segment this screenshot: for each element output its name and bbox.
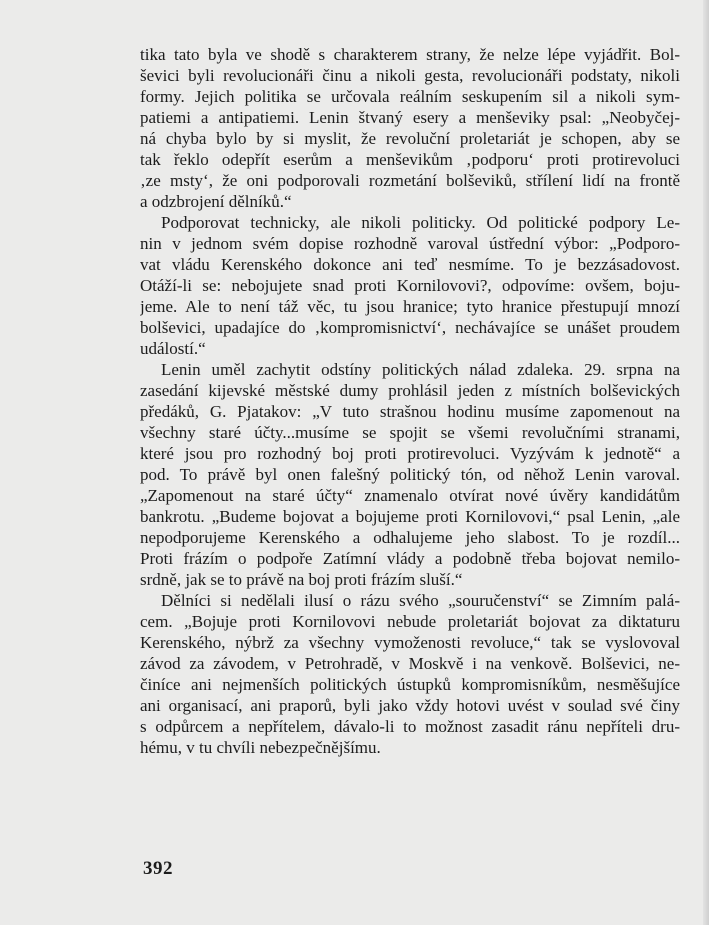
text-line: předáků, G. Pjatakov: „V tuto strašnou hodinu musíme zapomenout na <box>140 402 680 421</box>
text-line: vat vládu Kerenského dokonce ani teď nesmíme. To je bezzásadovost. <box>140 255 680 274</box>
text-line: činíce ani nejmenších politických ústupků kompromisníkům, nesměšujíce <box>140 675 680 694</box>
text-line: patiemi a antipatiemi. Lenin štvaný esery a menševiky psal: „Neobyčej- <box>140 108 680 127</box>
text-line: závod za závodem, v Petrohradě, v Moskvě i na venkově. Bolševici, ne- <box>140 654 680 673</box>
text-line: bolševici, upadajíce do ‚kompromisnictví‘, nechávajíce se unášet proudem <box>140 318 680 337</box>
page-body-text <box>140 44 680 758</box>
text-line: a odzbrojení dělníků.“ <box>140 192 292 211</box>
text-line: Lenin uměl zachytit odstíny politických nálad zdaleka. 29. srpna na <box>161 360 680 379</box>
text-line: tak řeklo odepřít eserům a menševikům ‚podporu‘ proti protirevoluci <box>140 150 680 169</box>
text-line: jeme. Ale to není táž věc, tu jsou hranice; tyto hranice přestupují mnozí <box>140 297 680 316</box>
text-line: které jsou pro rozhodný boj proti protirevoluci. Vyzývám k jednotě“ a <box>140 444 680 463</box>
text-line: Podporovat technicky, ale nikoli politicky. Od politické podpory Le- <box>161 213 680 232</box>
text-line: pod. To právě byl onen falešný politický tón, od něhož Lenin varoval. <box>140 465 680 484</box>
page-number: 392 <box>143 858 173 879</box>
page-edge-shadow <box>703 0 709 925</box>
text-line: událostí.“ <box>140 339 206 358</box>
text-line: „Zapomenout na staré účty“ znamenalo otvírat nové úvěry kandidátům <box>140 486 680 505</box>
text-line: hému, v tu chvíli nebezpečnějšímu. <box>140 738 381 757</box>
text-line: formy. Jejich politika se určovala reálním seskupením sil a nikoli sym- <box>140 87 680 106</box>
text-line: Proti frázím o podpoře Zatímní vlády a podobně třeba bojovat nemilo- <box>140 549 680 568</box>
text-line: bankrotu. „Budeme bojovat a bojujeme proti Kornilovovi,“ psal Lenin, „ale <box>140 507 680 526</box>
text-line: Otáží-li se: nebojujete snad proti Kornilovovi?, odpovíme: ovšem, boju- <box>140 276 680 295</box>
text-line: nin v jednom svém dopise rozhodně varoval ústřední výbor: „Podporo- <box>140 234 680 253</box>
text-line: nepodporujeme Kerenského a odhalujeme jeho slabost. To je rozdíl... <box>140 528 680 547</box>
text-line: zasedání kijevské městské dumy prohlásil jeden z místních bolševických <box>140 381 680 400</box>
text-line: ševici byli revolucionáři činu a nikoli gesta, revolucionáři podstaty, nikoli <box>140 66 680 85</box>
text-line: tika tato byla ve shodě s charakterem strany, že nelze lépe vyjádřit. Bol- <box>140 45 680 64</box>
text-line: ani organisací, ani praporů, byli jako vždy hotovi uvést v soulad své činy <box>140 696 680 715</box>
text-line: všechny staré účty...musíme se spojit se všemi revolučními stranami, <box>140 423 680 442</box>
text-line: srdně, jak se to právě na boj proti frázím sluší.“ <box>140 570 463 589</box>
text-line: Kerenského, nýbrž za všechny vymoženosti revoluce,“ tak se vyslovoval <box>140 633 680 652</box>
text-line: s odpůrcem a nepřítelem, dávalo-li to možnost zasadit ránu nepříteli dru- <box>140 717 680 736</box>
text-line: ná chyba bylo by si myslit, že revoluční proletariát je schopen, aby se <box>140 129 680 148</box>
text-line: ‚ze msty‘, že oni podporovali rozmetání bolševiků, střílení lidí na frontě <box>140 171 680 190</box>
text-line: Dělníci si nedělali ilusí o rázu svého „souručenství“ se Zimním palá- <box>161 591 680 610</box>
text-line: cem. „Bojuje proti Kornilovovi nebude proletariát bojovat za diktaturu <box>140 612 680 631</box>
